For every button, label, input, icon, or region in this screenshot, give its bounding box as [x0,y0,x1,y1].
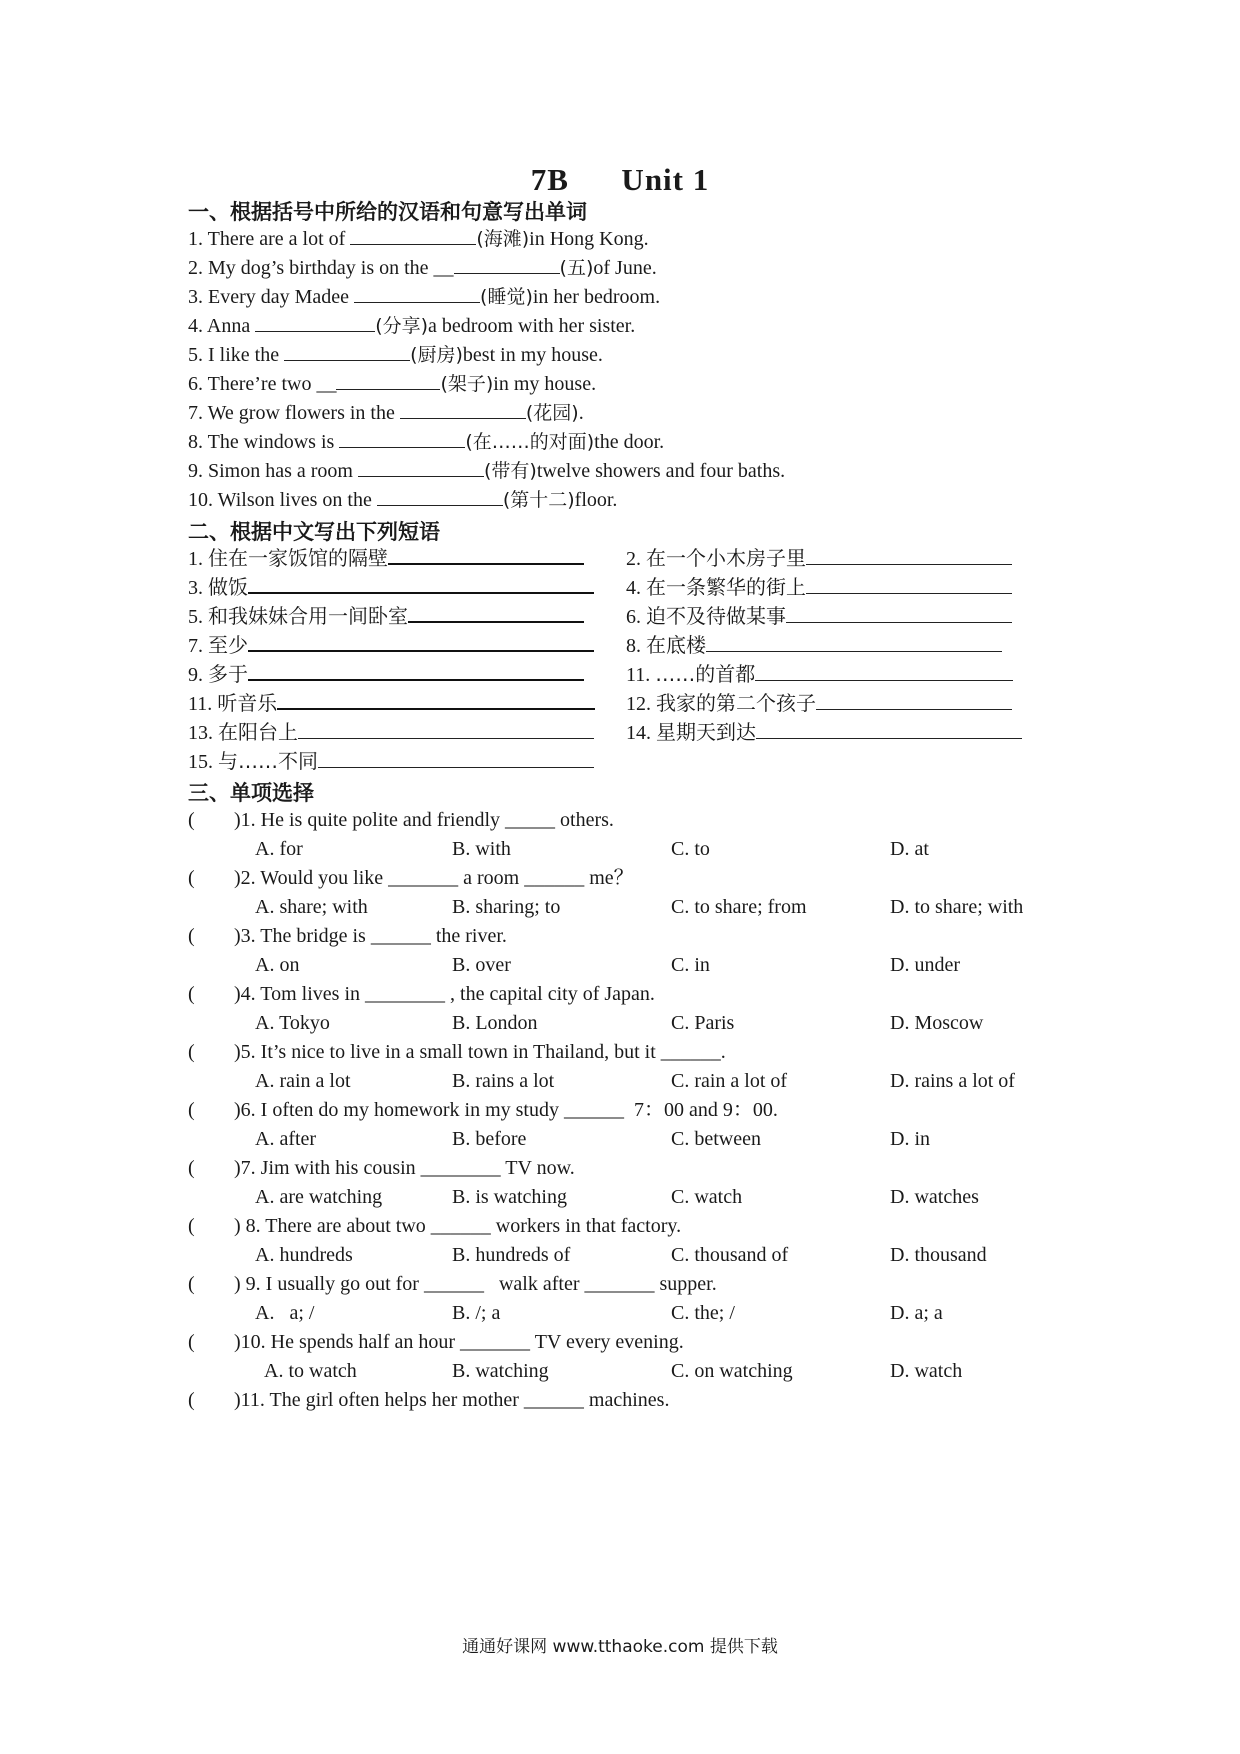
mc-options-1 [255,836,1055,862]
option-d[interactable]: D. rains a lot of [890,1070,1015,1092]
phrase-item-4: 4. 在一条繁华的街上 [626,574,1012,601]
option-c[interactable]: C. thousand of [671,1244,789,1266]
option-a[interactable]: A. for [255,838,303,860]
mc-question-8: ( ) 8. There are about two ______ workers in that factory. [188,1215,682,1237]
option-a[interactable]: A. Tokyo [255,1012,330,1034]
mc-question-2: ( )2. Would you like _______ a room ______ me？ [188,867,634,889]
mc-question-9: ( ) 9. I usually go out for ______ walk after _______ supper. [188,1273,717,1295]
footer-credit: 通通好课网 www.tthaoke.com 提供下载 [462,1637,778,1657]
answer-blank[interactable] [255,313,375,332]
phrase-item-5: 5. 和我妹妹合用一间卧室 [188,603,584,630]
option-a[interactable]: A. a; / [255,1302,315,1324]
answer-line[interactable] [816,691,1012,710]
option-a[interactable]: A. share; with [255,896,368,918]
answer-blank[interactable] [339,429,465,448]
option-a[interactable]: A. rain a lot [255,1070,351,1092]
phrase-item-11: 11. 听音乐 [188,690,595,717]
fill-word-item-4: 4. Anna (分享)a bedroom with her sister. [188,315,636,337]
option-b[interactable]: B. rains a lot [452,1070,555,1092]
option-d[interactable]: D. thousand [890,1244,987,1266]
option-c[interactable]: C. on watching [671,1360,793,1382]
option-c[interactable]: C. Paris [671,1012,735,1034]
option-c[interactable]: C. in [671,954,710,976]
mc-question-1: ( )1. He is quite polite and friendly _____ others. [188,809,614,831]
answer-line[interactable] [248,574,594,594]
option-a[interactable]: A. after [255,1128,317,1150]
answer-blank[interactable] [354,284,480,303]
phrase-item-1: 1. 住在一家饭馆的隔壁 [188,545,584,572]
option-c[interactable]: C. rain a lot of [671,1070,788,1092]
answer-line[interactable] [408,603,584,623]
option-d[interactable]: D. watch [890,1360,963,1382]
answer-line[interactable] [388,545,584,565]
option-b[interactable]: B. sharing; to [452,896,561,918]
answer-blank[interactable] [400,400,526,419]
answer-line[interactable] [806,575,1012,594]
answer-blank[interactable] [284,342,410,361]
answer-line[interactable] [298,720,594,739]
section2-heading: 二、根据中文写出下列短语 [188,520,440,544]
mc-question-7: ( )7. Jim with his cousin ________ TV now. [188,1157,575,1179]
phrase-item-12: 12. 我家的第二个孩子 [626,690,1012,717]
mc-question-4: ( )4. Tom lives in ________ , the capital city of Japan. [188,983,655,1005]
mc-options-6 [255,1126,1055,1152]
option-a[interactable]: A. are watching [255,1186,383,1208]
option-a[interactable]: A. to watch [264,1360,357,1382]
option-c[interactable]: C. to share; from [671,896,807,918]
phrase-item-13: 13. 在阳台上 [188,719,594,746]
answer-blank[interactable] [350,226,476,245]
option-d[interactable]: D. in [890,1128,930,1150]
option-b[interactable]: B. with [452,838,511,860]
phrase-item-15: 15. 与……不同 [188,748,594,775]
answer-blank[interactable] [336,371,440,390]
fill-word-item-6: 6. There’re two __ (架子)in my house. [188,373,597,395]
option-d[interactable]: D. to share; with [890,896,1024,918]
mc-options-4 [255,1010,1055,1036]
mc-options-2 [255,894,1055,920]
option-c[interactable]: C. the; / [671,1302,735,1324]
phrase-item-6: 6. 迫不及待做某事 [626,603,1012,630]
answer-line[interactable] [755,662,1013,681]
phrase-item-11b: 11. ……的首都 [626,661,1013,688]
answer-line[interactable] [248,661,584,681]
answer-blank[interactable] [358,458,484,477]
page-title: 7B Unit 1 [530,162,710,197]
mc-options-3 [255,952,1055,978]
option-b[interactable]: B. London [452,1012,538,1034]
mc-options-10 [264,1358,1064,1384]
option-a[interactable]: A. on [255,954,300,976]
mc-question-11: ( )11. The girl often helps her mother ______ machines. [188,1389,670,1411]
mc-options-8 [255,1242,1055,1268]
answer-line[interactable] [756,720,1022,739]
fill-word-item-8: 8. The windows is (在……的对面)the door. [188,431,665,453]
option-b[interactable]: B. before [452,1128,527,1150]
option-a[interactable]: A. hundreds [255,1244,353,1266]
mc-options-7 [255,1184,1055,1210]
answer-line[interactable] [248,632,594,652]
section3-heading: 三、单项选择 [188,781,314,805]
phrase-item-2: 2. 在一个小木房子里 [626,545,1012,572]
mc-question-10: ( )10. He spends half an hour _______ TV every evening. [188,1331,684,1353]
fill-word-item-2: 2. My dog’s birthday is on the __ (五)of June. [188,257,657,279]
answer-line[interactable] [706,633,1002,652]
mc-options-9 [255,1300,1055,1326]
mc-options-5 [255,1068,1055,1094]
fill-word-item-5: 5. I like the (厨房)best in my house. [188,344,603,366]
fill-word-item-10: 10. Wilson lives on the (第十二)floor. [188,489,618,511]
option-c[interactable]: C. between [671,1128,761,1150]
option-b[interactable]: B. /; a [452,1302,501,1324]
fill-word-item-3: 3. Every day Madee (睡觉)in her bedroom. [188,286,661,308]
option-d[interactable]: D. under [890,954,960,976]
phrase-item-3: 3. 做饭 [188,574,594,601]
fill-word-item-9: 9. Simon has a room (带有)twelve showers and four baths. [188,460,786,482]
mc-question-3: ( )3. The bridge is ______ the river. [188,925,507,947]
answer-blank[interactable] [377,487,503,506]
option-b[interactable]: B. is watching [452,1186,567,1208]
option-d[interactable]: D. a; a [890,1302,943,1324]
answer-line[interactable] [786,604,1012,623]
phrase-item-14: 14. 星期天到达 [626,719,1022,746]
mc-question-6: ( )6. I often do my homework in my study ______ 7：00 and 9：00. [188,1099,778,1121]
option-d[interactable]: D. at [890,838,929,860]
option-b[interactable]: B. over [452,954,511,976]
phrase-item-8: 8. 在底楼 [626,632,1002,659]
option-d[interactable]: D. Moscow [890,1012,984,1034]
answer-blank[interactable] [454,255,560,274]
fill-word-item-7: 7. We grow flowers in the (花园). [188,402,584,424]
section1-heading: 一、根据括号中所给的汉语和句意写出单词 [188,200,587,224]
answer-line[interactable] [277,690,595,710]
option-c[interactable]: C. to [671,838,710,860]
phrase-item-7: 7. 至少 [188,632,594,659]
phrase-item-9: 9. 多于 [188,661,584,688]
fill-word-item-1: 1. There are a lot of (海滩)in Hong Kong. [188,228,649,250]
option-b[interactable]: B. hundreds of [452,1244,571,1266]
option-c[interactable]: C. watch [671,1186,743,1208]
option-b[interactable]: B. watching [452,1360,549,1382]
answer-line[interactable] [806,546,1012,565]
answer-line[interactable] [318,749,594,768]
mc-question-5: ( )5. It’s nice to live in a small town in Thailand, but it ______. [188,1041,726,1063]
option-d[interactable]: D. watches [890,1186,979,1208]
